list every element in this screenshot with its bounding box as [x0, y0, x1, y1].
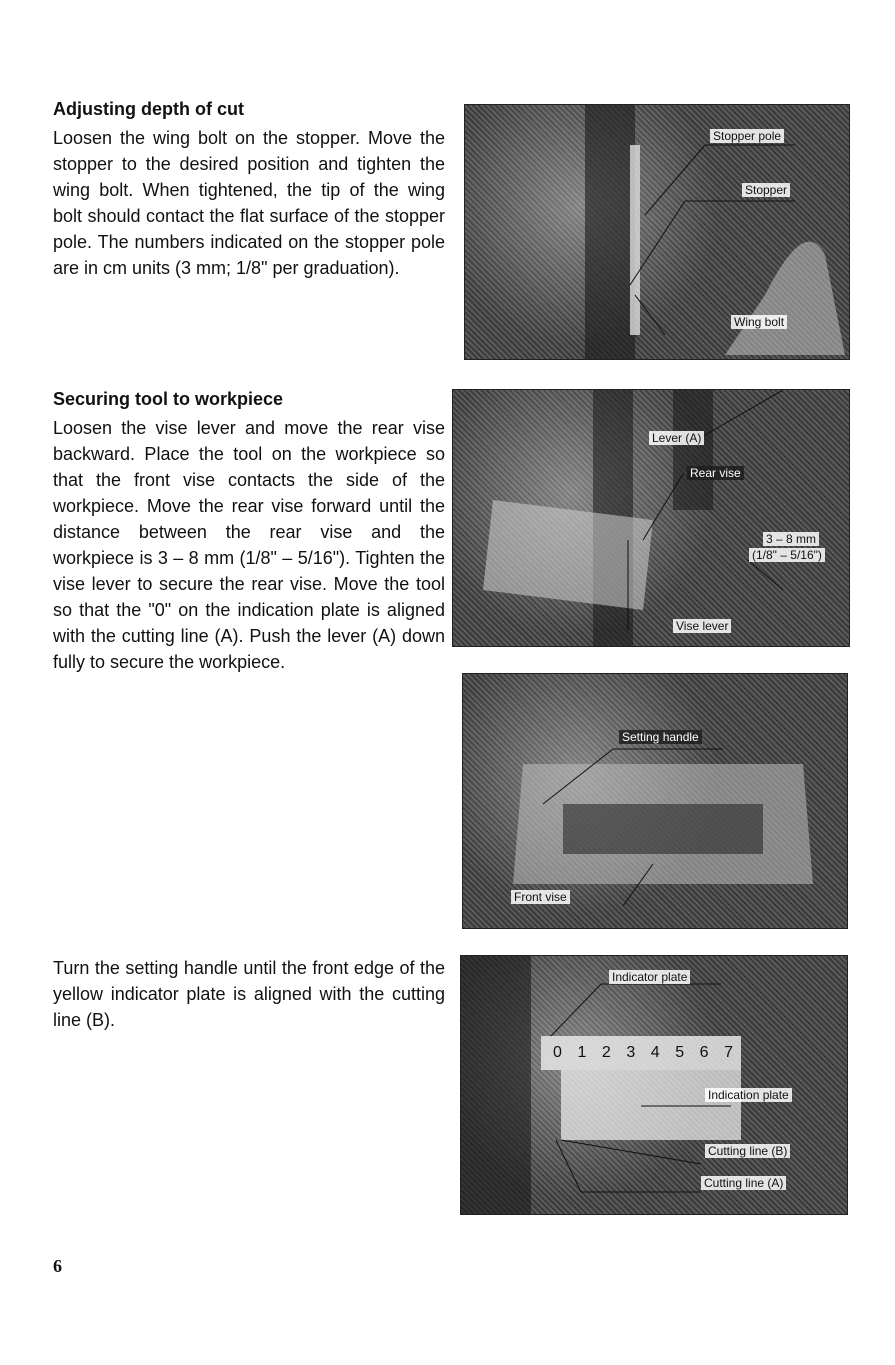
section-body: Turn the setting handle until the front edge of the yellow indicator plate is aligned with the cutting line (B). [53, 958, 445, 1030]
scale-tick: 3 [626, 1044, 636, 1061]
label-indication-plate: Indication plate [705, 1088, 792, 1102]
leader-lines [453, 390, 849, 646]
label-cutting-line-b: Cutting line (B) [705, 1144, 790, 1158]
label-lever-a: Lever (A) [649, 431, 704, 445]
scale-tick: 1 [577, 1044, 587, 1061]
photo-setting-handle [462, 673, 848, 929]
section-body: Loosen the wing bolt on the stopper. Move the stopper to the desired position and tighten the wing bolt. When tightened, the tip of the wing bolt should contact the flat surface of the stopper pole. The numbers indicated on the stopper pole are in cm units (3 mm; 1/8" per graduation). [53, 128, 445, 278]
label-cutting-line-a: Cutting line (A) [701, 1176, 786, 1190]
photo-indicator-plate [460, 955, 848, 1215]
label-vise-lever: Vise lever [673, 619, 731, 633]
page-number: 6 [53, 1256, 62, 1276]
label-front-vise: Front vise [511, 890, 570, 904]
section-setting-handle [53, 955, 445, 1033]
label-wing-bolt: Wing bolt [731, 315, 787, 329]
section-securing-tool [53, 387, 445, 675]
label-rear-vise: Rear vise [687, 466, 744, 480]
label-setting-handle: Setting handle [619, 730, 702, 744]
label-stopper: Stopper [742, 183, 790, 197]
section-body: Loosen the vise lever and move the rear vise backward. Place the tool on the workpiece so that the front vise contacts the side of the workpiece. Move the rear vise forward until the distance between the rear vise and the workpiece is 3 – 8 mm (1/8" – 5/16"). Tighten the vise lever to secure the rear vise. Move the tool so that the "0" on the indication plate is aligned with the cutting line (A). Push the lever (A) down fully to secure the workpiece. [53, 418, 445, 672]
scale-numbers [553, 1044, 733, 1062]
section-heading: Securing tool to workpiece [53, 389, 284, 409]
label-gap-mm: 3 – 8 mm [763, 532, 819, 546]
scale-tick: 4 [650, 1044, 660, 1061]
scale-tick: 2 [601, 1044, 611, 1061]
label-stopper-pole: Stopper pole [710, 129, 784, 143]
leader-lines [461, 956, 847, 1214]
label-indicator-plate: Indicator plate [609, 970, 690, 984]
photo-depth-stopper [464, 104, 850, 360]
photo-securing-vise [452, 389, 850, 647]
section-adjusting-depth [53, 97, 445, 281]
section-heading: Adjusting depth of cut [53, 99, 244, 119]
scale-tick: 5 [675, 1044, 685, 1061]
scale-tick: 0 [553, 1044, 562, 1061]
scale-tick: 6 [699, 1044, 709, 1061]
scale-tick: 7 [724, 1044, 733, 1061]
label-gap-inch: (1/8" – 5/16") [749, 548, 825, 562]
leader-lines [465, 105, 849, 359]
